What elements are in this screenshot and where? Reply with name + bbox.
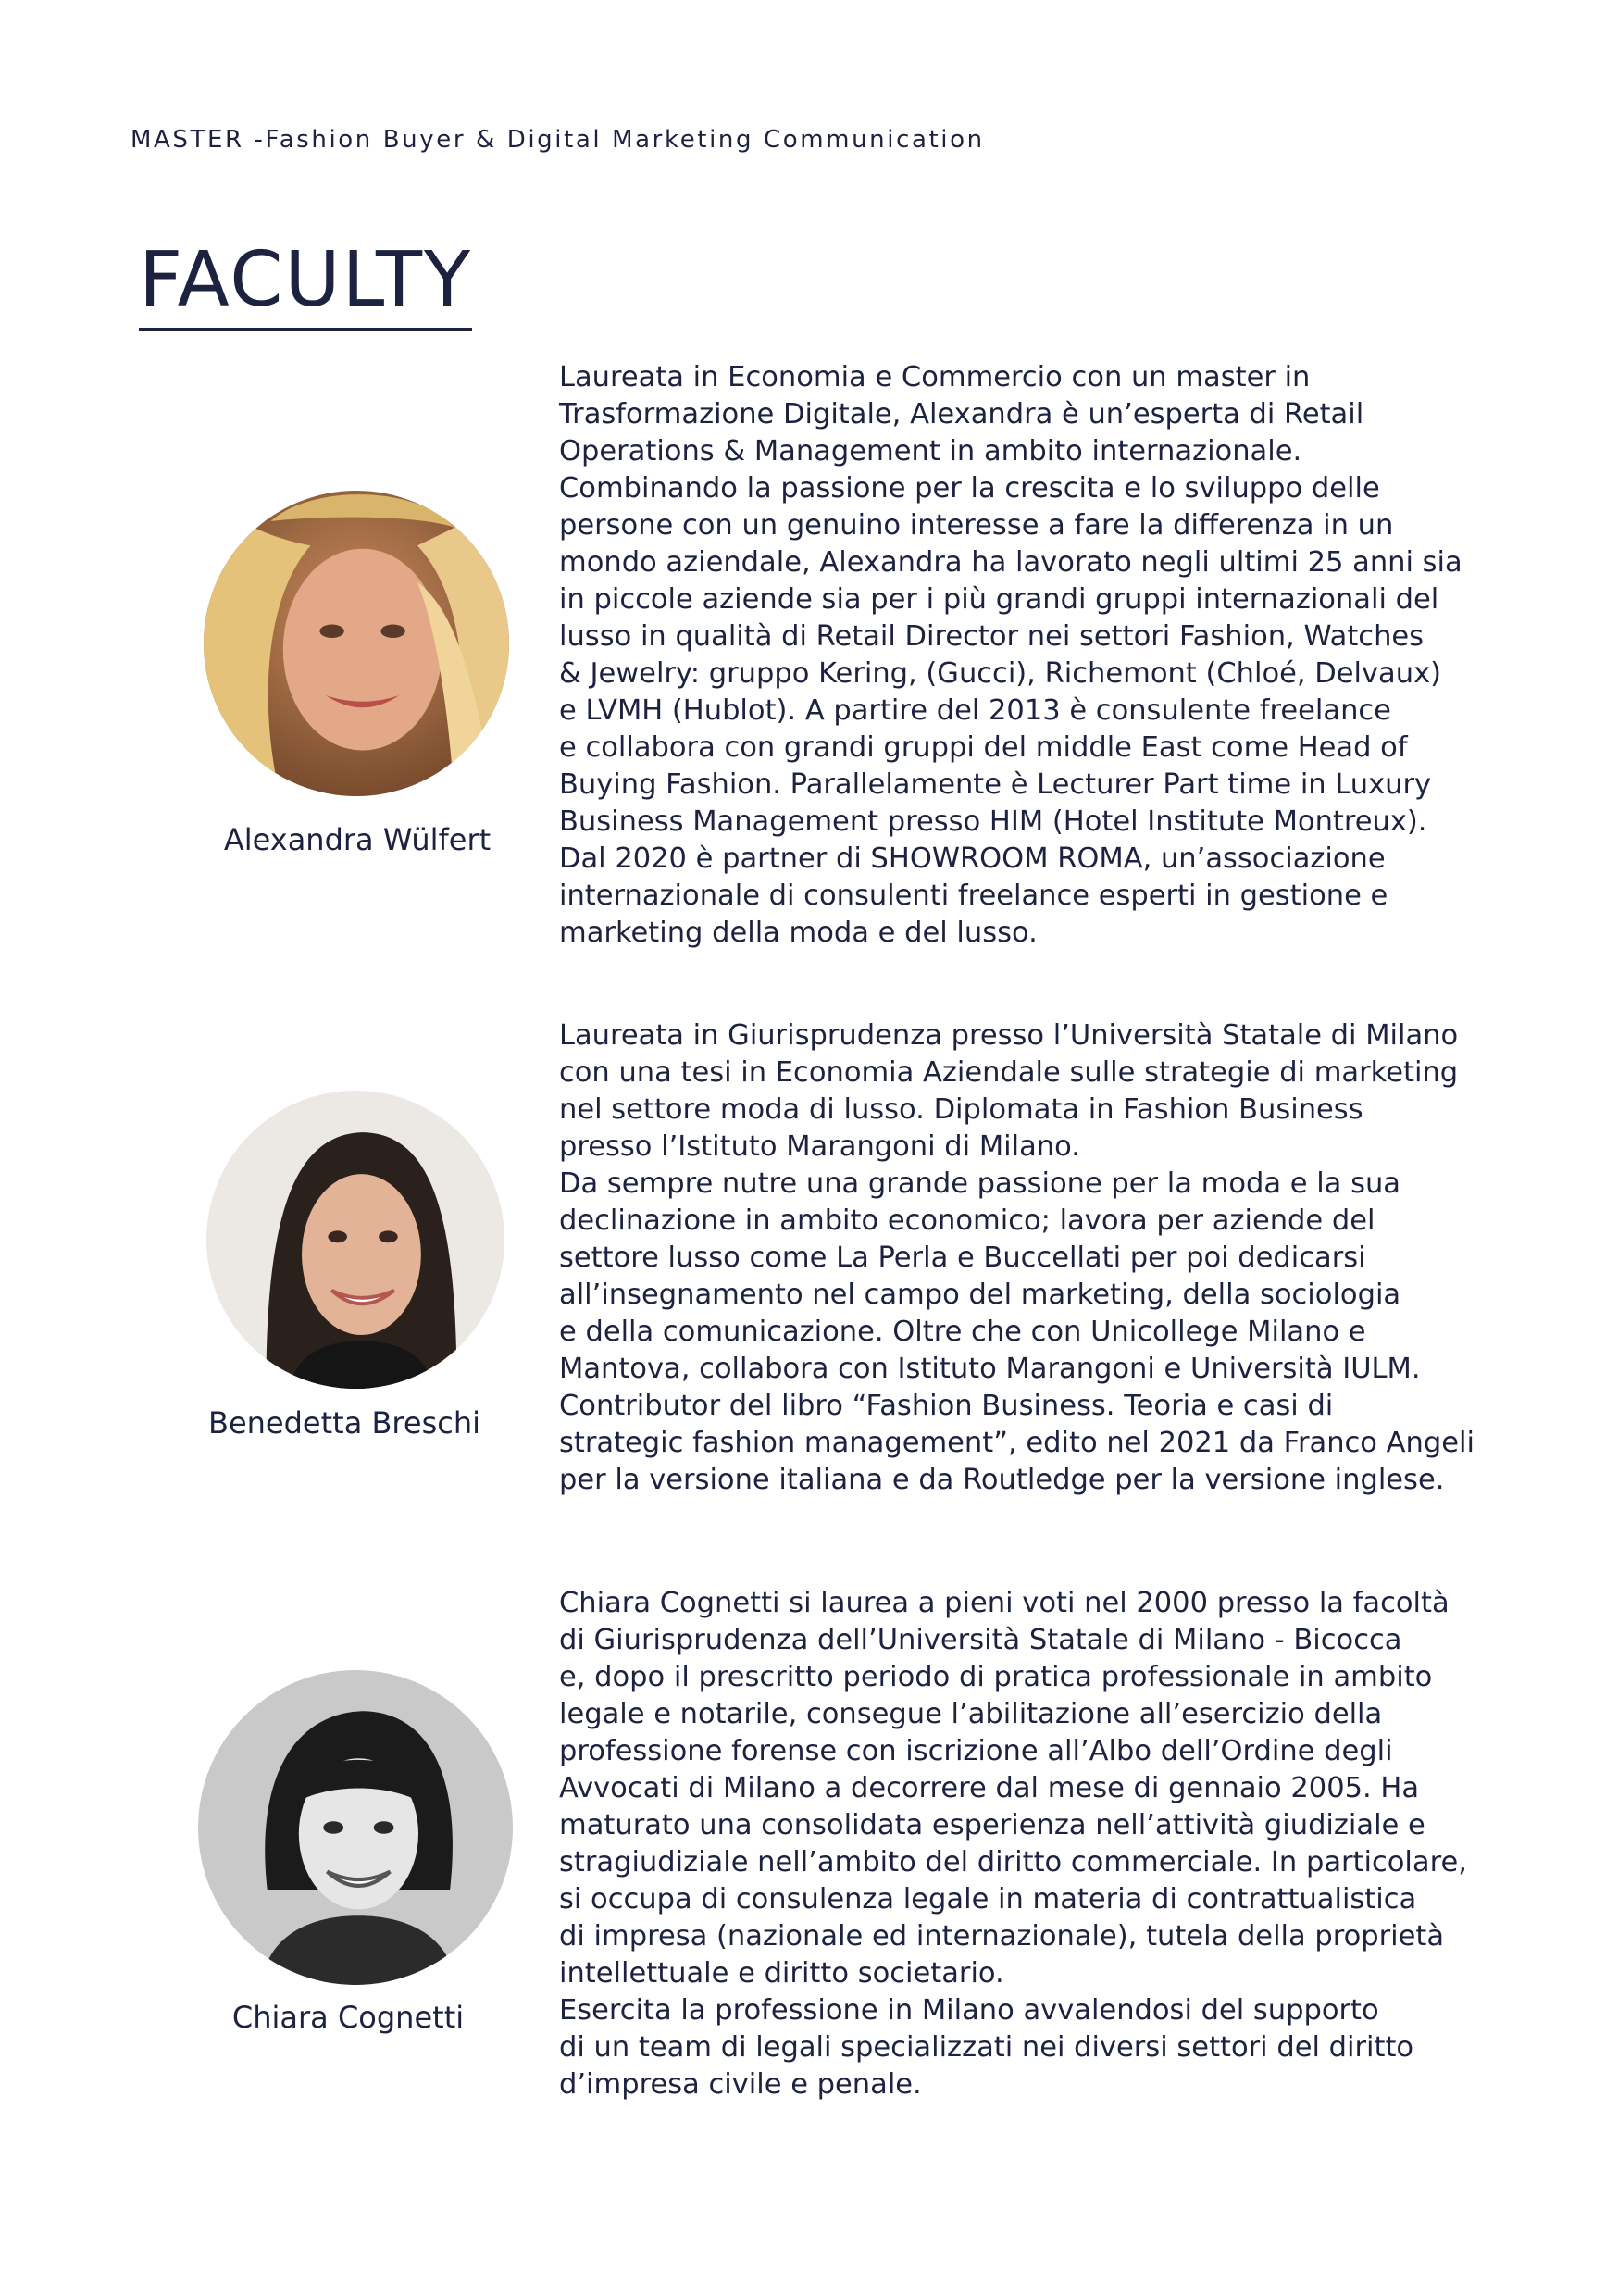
faculty-name: Benedetta Breschi [207,1405,480,1441]
faculty-bio: Chiara Cognetti si laurea a pieni voti nel 2000 presso la facoltà di Giurisprudenza dell’Università Statale di Milano - Bicocca e, dopo il prescritto periodo di pratica professionale in ambito legale e notarile, consegue l’abilitazione all’esercizio della professione forense con iscrizione all’Albo dell’Ordine degli Avvocati di Milano a decorrere dal mese di gennaio 2005. Ha maturato una consolidata esperienza nell’attività giudiziale e stragiudiziale nell’ambito del diritto commerciale. In particolare, si occupa di consulenza legale in materia di contrattualistica di impresa (nazionale ed internazionale), tutela della proprietà intellettuale e diritto societario. Esercita la professione in Milano avvalendosi del supporto di un team di legali specializzati nei diversi settori del diritto d’impresa civile e penale. [559,1587,1467,2101]
faculty-bio: Laureata in Giurisprudenza presso l’Università Statale di Milano con una tesi in Economia Aziendale sulle strategie di marketing nel settore moda di lusso. Diplomata in Fashion Business presso l’Istituto Marangoni di Milano. Da sempre nutre una grande passione per la moda e la sua declinazione in ambito economico; lavora per aziende del settore lusso come La Perla e Buccellati per poi dedicarsi all’insegnamento nel campo del marketing, della sociologia e della comunicazione. Oltre che con Unicollege Milano e Mantova, collabora con Istituto Marangoni e Università IULM. Contributor del libro “Fashion Business. Teoria e casi di strategic fashion management”, edito nel 2021 da Franco Angeli per la versione italiana e da Routledge per la versione inglese. [559,1019,1475,1496]
faculty-name: Alexandra Wülfert [223,822,492,857]
faculty-name: Chiara Cognetti [231,2000,465,2035]
portrait-photo-icon [206,1091,504,1389]
portrait-photo-icon [198,1670,513,1985]
page-title: FACULTY [139,243,472,331]
portrait-photo-icon [204,491,509,796]
faculty-photo-alexandra [204,491,509,796]
faculty-bio: Laureata in Economia e Commercio con un master in Trasformazione Digitale, Alexandra è un’esperta di Retail Operations & Management in ambito internazionale. Combinando la passione per la crescita e lo sviluppo delle persone con un genuino interesse a fare la differenza in un mondo aziendale, Alexandra ha lavorato negli ultimi 25 anni sia in piccole aziende sia per i più grandi gruppi internazionali del lusso in qualità di Retail Director nei settori Fashion, Watches & Jewelry: gruppo Kering, (Gucci), Richemont (Chloé, Delvaux) e LVMH (Hublot). A partire del 2013 è consulente freelance e collabora con grandi gruppi del middle East come Head of Buying Fashion. Parallelamente è Lecturer Part time in Luxury Business Management presso HIM (Hotel Institute Montreux). Dal 2020 è partner di SHOWROOM ROMA, un’associazione internazionale di consulenti freelance esperti in gestione e marketing della moda e del lusso. [559,361,1462,949]
program-header: MASTER -Fashion Buyer & Digital Marketing Communication [131,126,985,154]
faculty-photo-chiara [198,1670,513,1985]
faculty-photo-benedetta [206,1091,504,1389]
